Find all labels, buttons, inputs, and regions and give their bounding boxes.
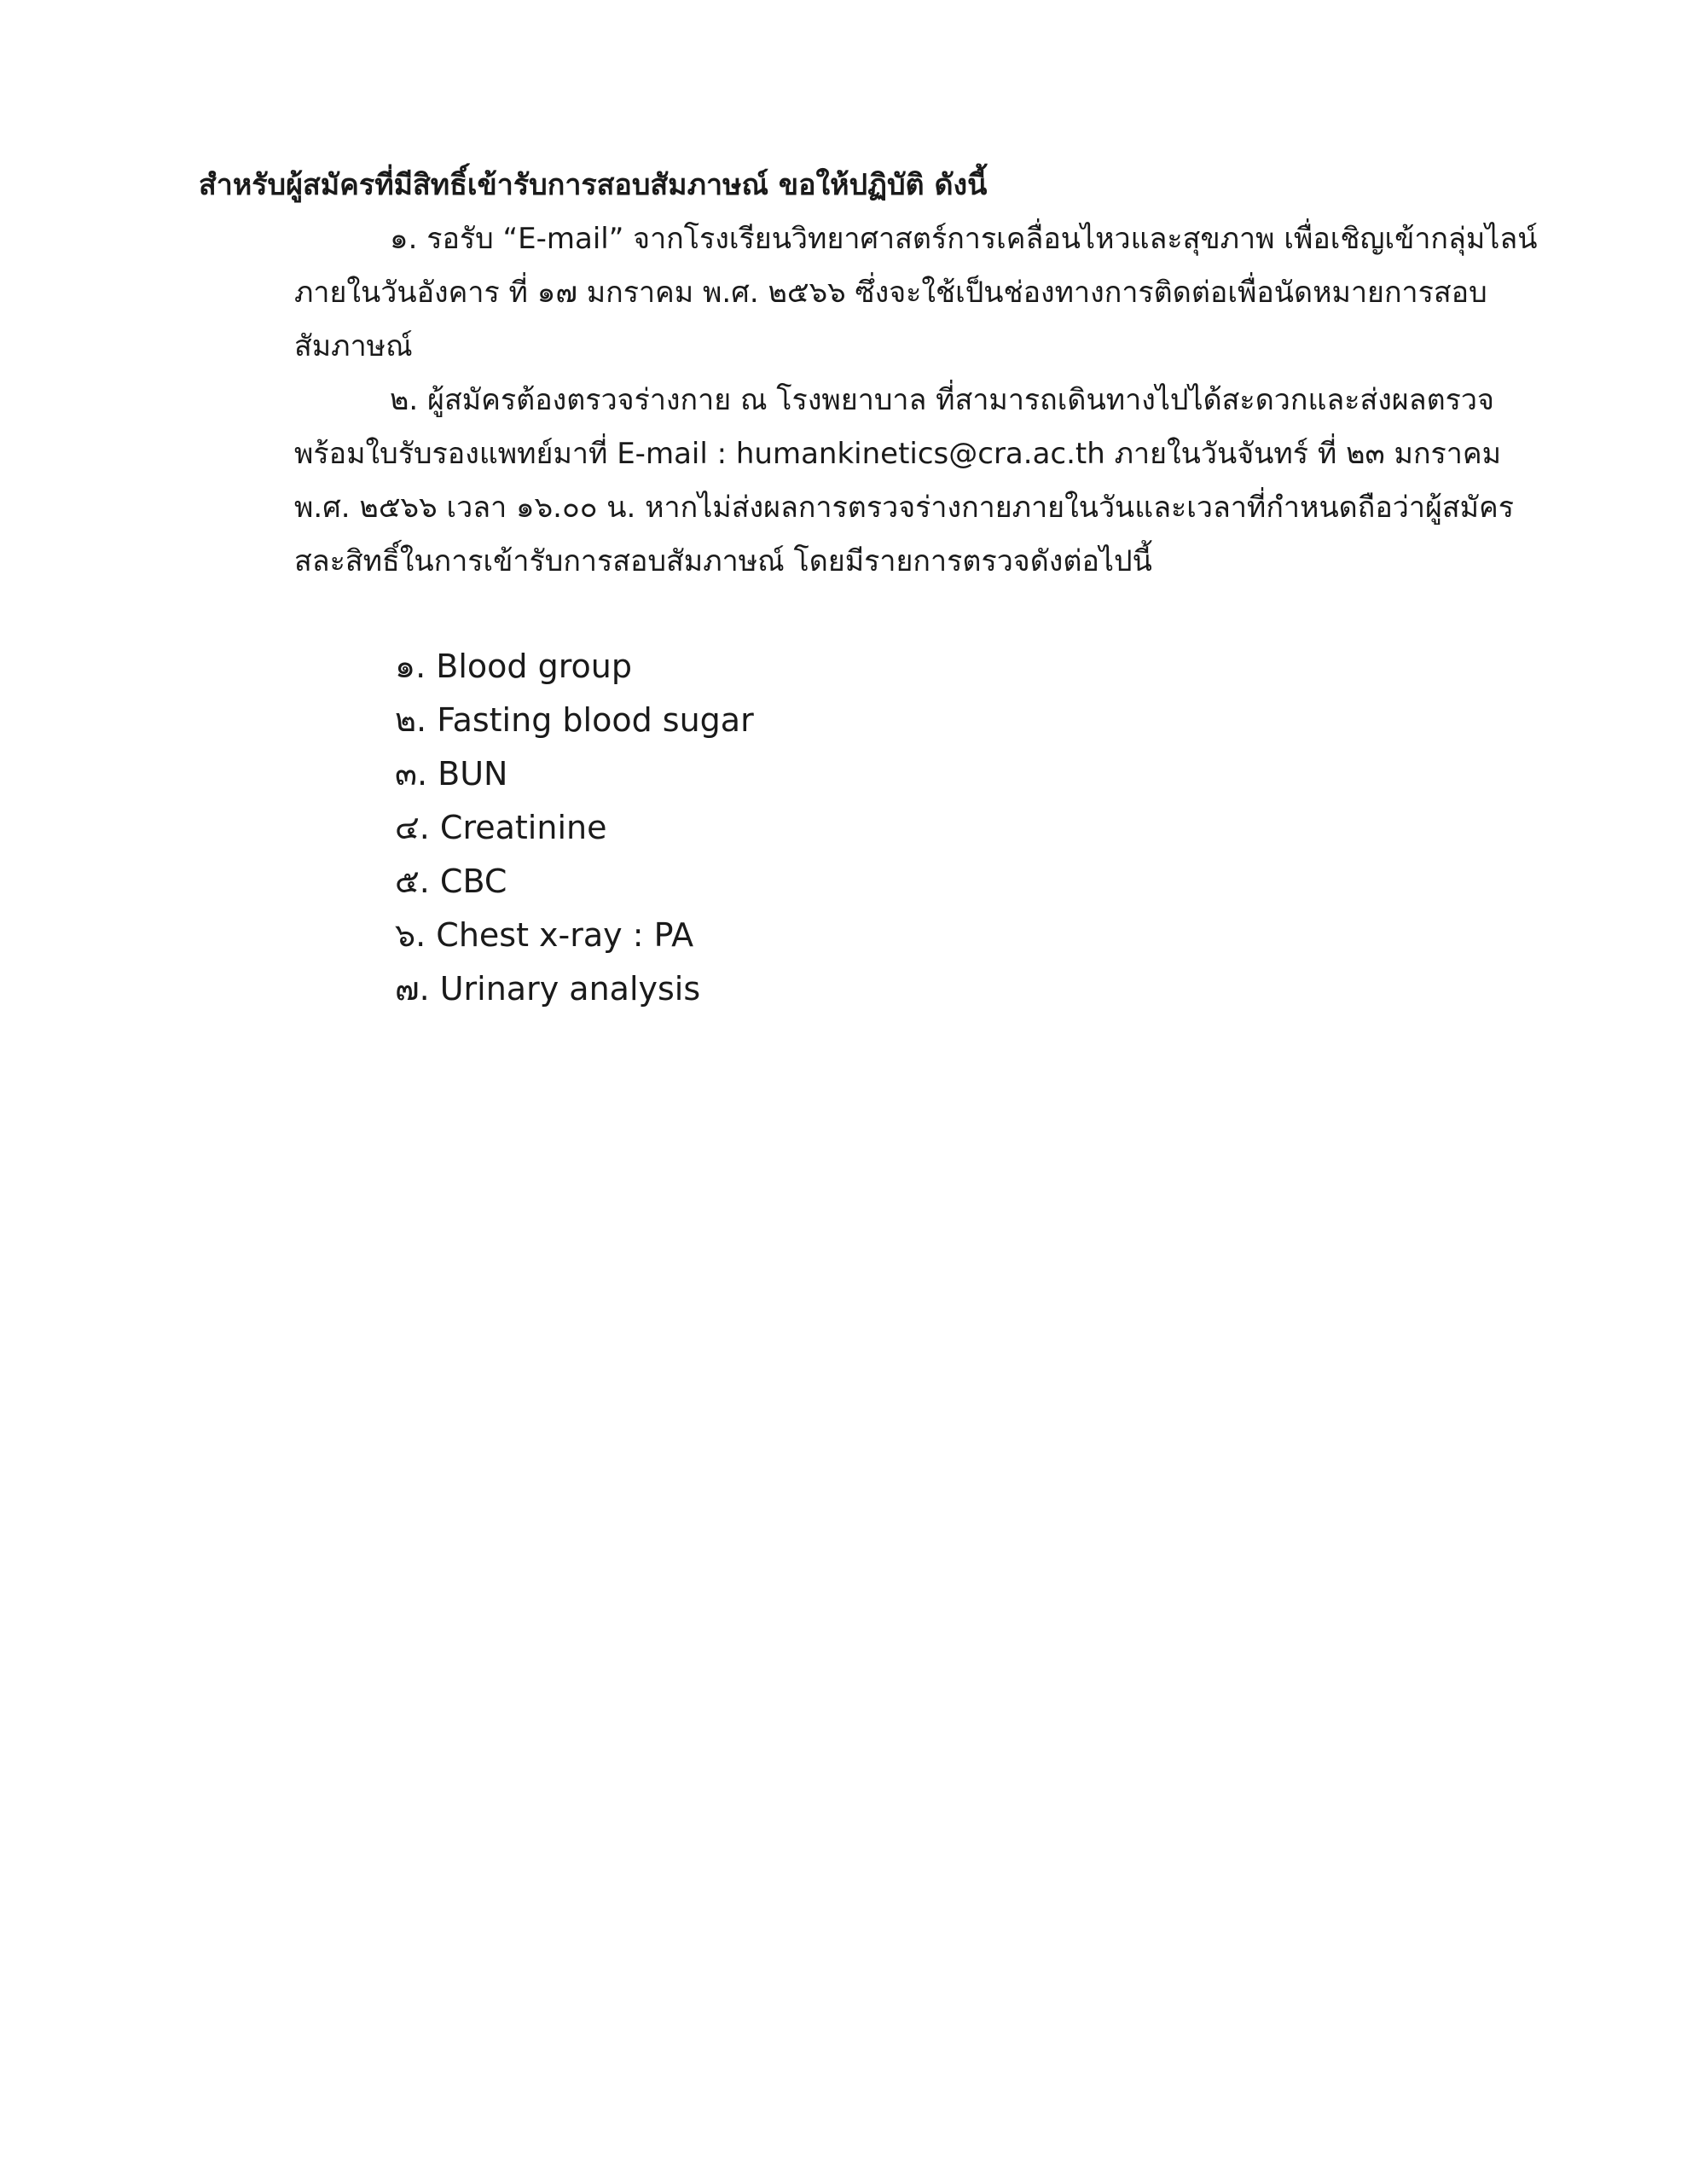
paragraph-line: สัมภาษณ์ <box>294 329 413 363</box>
checklist-item: ๒. Fasting blood sugar <box>395 701 754 739</box>
paragraph-line: ๒. ผู้สมัครต้องตรวจร่างกาย ณ โรงพยาบาล ที่สามารถเดินทางไปได้สะดวกและส่งผลตรวจ <box>390 383 1494 417</box>
document-body <box>199 158 1538 589</box>
paragraph-line: ภายในวันอังคาร ที่ ๑๗ มกราคม พ.ศ. ๒๕๖๖ ซึ่งจะใช้เป็นช่องทางการติดต่อเพื่อนัดหมายการสอบ <box>294 276 1487 310</box>
checklist-item: ๓. BUN <box>395 755 508 793</box>
medical-checklist <box>395 640 754 1016</box>
checklist-item: ๕. CBC <box>395 863 507 900</box>
checklist-item: ๖. Chest x-ray : PA <box>395 916 694 954</box>
paragraph-line: พร้อมใบรับรองแพทย์มาที่ E-mail : humankinetics@cra.ac.th ภายในวันจันทร์ ที่ ๒๓ มกราคม <box>294 437 1502 471</box>
instruction-paragraph-2 <box>199 374 1515 589</box>
instruction-paragraph-1 <box>199 212 1538 374</box>
paragraph-line: พ.ศ. ๒๕๖๖ เวลา ๑๖.๐๐ น. หากไม่ส่งผลการตรวจร่างกายภายในวันและเวลาที่กำหนดถือว่าผู้สมัคร <box>294 491 1515 525</box>
checklist-item: ๗. Urinary analysis <box>395 970 701 1008</box>
checklist-item: ๔. Creatinine <box>395 809 607 846</box>
paragraph-line: สละสิทธิ์ในการเข้ารับการสอบสัมภาษณ์ โดยมีรายการตรวจดังต่อไปนี้ <box>294 544 1152 578</box>
instructions-heading: สำหรับผู้สมัครที่มีสิทธิ์เข้ารับการสอบสัมภาษณ์ ขอให้ปฏิบัติ ดังนี้ <box>199 168 988 202</box>
paragraph-line: ๑. รอรับ “E-mail” จากโรงเรียนวิทยาศาสตร์การเคลื่อนไหวและสุขภาพ เพื่อเชิญเข้ากลุ่มไลน์ <box>390 222 1538 256</box>
checklist-item: ๑. Blood group <box>395 648 632 685</box>
